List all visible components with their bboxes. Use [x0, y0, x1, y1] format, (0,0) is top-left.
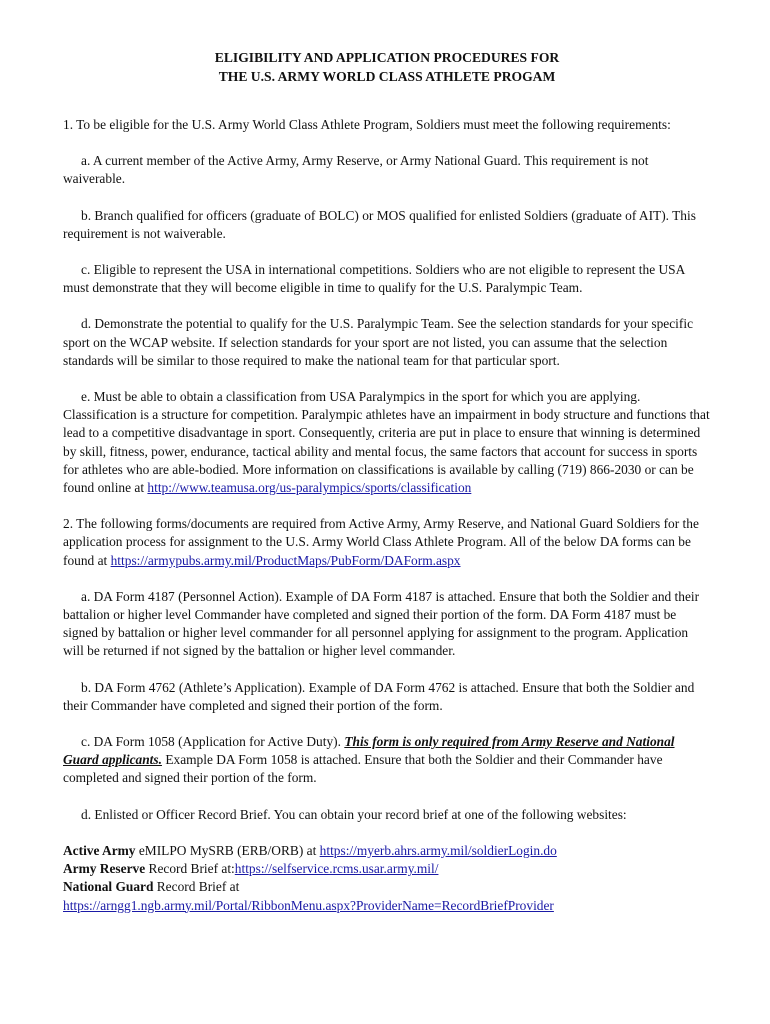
- section-2-intro-text: 2. The following forms/documents are required from Active Army, Army Reserve, and National Guard Soldiers for the application process for assignment to the U.S. Army World Class Athlete Program. All of the below DA forms can be found at: [63, 516, 699, 568]
- requirement-b: b. Branch qualified for officers (graduate of BOLC) or MOS qualified for enlisted Soldiers (graduate of AIT). This requirement is not waiverable.: [63, 207, 696, 241]
- form-c-post: Example DA Form 1058 is attached. Ensure that both the Soldier and their Commander have completed and signed their portion of the form.: [63, 752, 663, 786]
- army-reserve-line: [63, 860, 711, 878]
- army-reserve-text: Record Brief at:: [145, 861, 235, 877]
- section-1-intro: 1. To be eligible for the U.S. Army World Class Athlete Program, Soldiers must meet the following requirements:: [63, 117, 671, 132]
- requirement-e: [63, 388, 711, 497]
- document-page: [63, 48, 711, 915]
- form-c-emphasis: This form is only required from Army Reserve and National Guard applicants.: [63, 734, 675, 768]
- form-b: b. DA Form 4762 (Athlete’s Application). Example of DA Form 4762 is attached. Ensure that both the Soldier and their Commander have completed and signed their portion of the form.: [63, 679, 695, 713]
- national-guard-line: [63, 878, 711, 896]
- requirement-c: c. Eligible to represent the USA in international competitions. Soldiers who are not eligible to represent the USA must demonstrate that they will become eligible in time to qualify for the U.S. Paralympic Team.: [63, 262, 685, 296]
- requirement-e-text: e. Must be able to obtain a classification from USA Paralympics in the sport for which you are applying. Classification is a structure for competition. Paralympic athletes have an impairment in body structure and functions that lead to a competitive disadvantage in sport. Consequently, criteria are put in place to ensure that winning is determined by skill, fitness, power, endurance, tactical ability and mental focus, the same factors that account for success in sports for athletes who are able-bodied. More information on classifications is available by calling (719) 866-2030 or can be found online at: [63, 389, 710, 496]
- requirement-a: a. A current member of the Active Army, Army Reserve, or Army National Guard. This requirement is not waiverable.: [63, 153, 649, 187]
- active-army-label: Active Army: [63, 842, 136, 858]
- national-guard-text: Record Brief at: [153, 879, 240, 895]
- form-c: [63, 733, 711, 788]
- form-d: d. Enlisted or Officer Record Brief. You can obtain your record brief at one of the following websites:: [81, 806, 627, 822]
- title-line-1: ELIGIBILITY AND APPLICATION PROCEDURES FOR: [214, 50, 560, 65]
- active-army-link[interactable]: https://myerb.ahrs.army.mil/soldierLogin.do: [319, 842, 557, 858]
- record-brief-links: [63, 842, 711, 915]
- active-army-text: eMILPO MySRB (ERB/ORB) at: [135, 842, 320, 858]
- form-a: a. DA Form 4187 (Personnel Action). Example of DA Form 4187 is attached. Ensure that both the Soldier and their battalion or higher level Commander have completed and signed their portion of the form. DA Form 4187 must be signed by battalion or higher level commander for all personnel applying for assignment to the program. Application will be returned if not signed by the battalion or higher level commander.: [63, 588, 700, 659]
- classification-link[interactable]: http://www.teamusa.org/us-paralympics/sports/classification: [147, 480, 472, 496]
- requirement-d: d. Demonstrate the potential to qualify for the U.S. Paralympic Team. See the selection standards for your specific sport on the WCAP website. If selection standards for your sport are not listed, you can assume that the selection standards will be similar to those required to make the national team for that particular sport.: [63, 316, 694, 368]
- da-forms-link[interactable]: https://armypubs.army.mil/ProductMaps/PubForm/DAForm.aspx: [110, 552, 461, 568]
- national-guard-link[interactable]: https://arngg1.ngb.army.mil/Portal/RibbonMenu.aspx?ProviderName=RecordBriefProvider: [63, 897, 554, 913]
- army-reserve-link[interactable]: https://selfservice.rcms.usar.army.mil/: [234, 861, 439, 877]
- national-guard-url-line: [63, 897, 711, 915]
- section-2-intro: [63, 515, 711, 570]
- active-army-line: [63, 842, 711, 860]
- document-title: [63, 48, 711, 86]
- national-guard-label: National Guard: [63, 879, 154, 895]
- title-line-2: THE U.S. ARMY WORLD CLASS ATHLETE PROGAM: [218, 69, 556, 84]
- army-reserve-label: Army Reserve: [63, 861, 146, 877]
- form-c-pre: c. DA Form 1058 (Application for Active Duty).: [81, 734, 345, 750]
